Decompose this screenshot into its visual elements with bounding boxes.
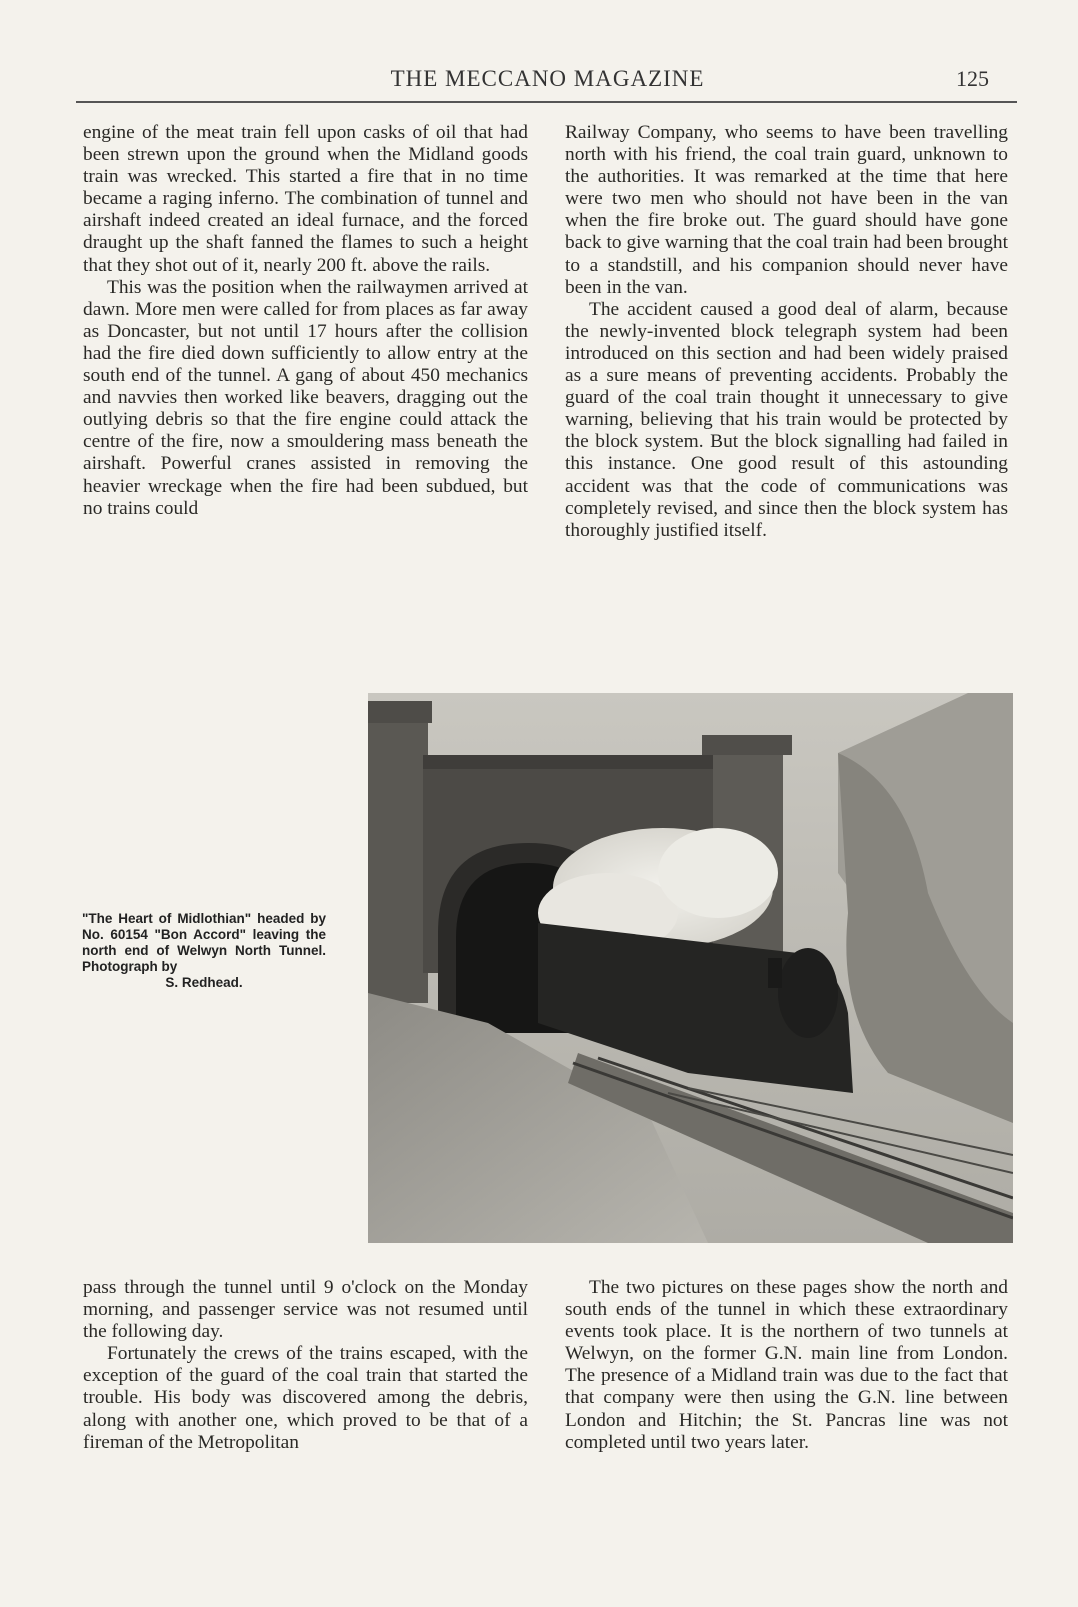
- paragraph: pass through the tunnel until 9 o'clock on the Monday morning, and passenger service was not resumed until the following day.: [83, 1277, 528, 1343]
- photo-caption: [82, 911, 326, 991]
- paragraph: engine of the meat train fell upon casks of oil that had been strewn upon the ground when the Midland goods train was wrecked. This started a fire that in no time became a raging inferno. The combination of tunnel and airshaft indeed created an ideal furnace, and the forced draught up the shaft fanned the flames to such a height that they shot out of it, nearly 200 ft. above the rails.: [83, 122, 528, 276]
- caption-text: "The Heart of Midlothian" headed by No. 60154 "Bon Accord" leaving the north end of Welwyn North Tunnel. Photograph by: [82, 911, 326, 974]
- column-top-right: [565, 122, 1008, 542]
- column-bottom-right: [565, 1277, 1008, 1454]
- paragraph: Fortunately the crews of the trains escaped, with the exception of the guard of the coal train that started the trouble. His body was discovered among the debris, along with another one, which proved to be that of a fireman of the Metropolitan: [83, 1343, 528, 1453]
- paragraph: The accident caused a good deal of alarm, because the newly-invented block telegraph system had been introduced on this section and had been widely praised as a sure means of preventing accidents. Probably the guard of the coal train thought it unnecessary to give warning, believing that his train would be protected by the block system. But the block signalling had failed in this instance. One good result of this astounding accident was that the code of communications was completely revised, and since then the block system has thoroughly justified itself.: [565, 298, 1008, 541]
- tunnel-train-photo: [368, 693, 1013, 1243]
- page-header: [80, 66, 1015, 100]
- portal-left-pillar: [368, 713, 428, 1003]
- column-top-left: [83, 122, 528, 520]
- paragraph: Railway Company, who seems to have been travelling north with his friend, the coal train guard, unknown to the authorities. It was remarked at the time that here were two men who should not have been in the van when the fire broke out. The guard should have gone back to give warning that the coal train had been brought to a standstill, and his companion should never have been in the van.: [565, 122, 1008, 298]
- page-number: 125: [956, 66, 989, 91]
- column-bottom-left: [83, 1277, 528, 1454]
- header-rule: [76, 101, 1017, 103]
- paragraph: This was the position when the railwaymen arrived at dawn. More men were called for from places as far away as Doncaster, but not until 17 hours after the collision had the fire died down sufficiently to allow entry at the south end of the tunnel. A gang of about 450 mechanics and navvies then worked like beavers, dragging out the outlying debris so that the fire engine could attack the centre of the fire, now a smouldering mass beneath the airshaft. Powerful cranes assisted in removing the heavier wreckage when the fire had been subdued, but no trains could: [83, 276, 528, 519]
- paragraph: The two pictures on these pages show the north and south ends of the tunnel in which these extraordinary events took place. It is the northern of two tunnels at Welwyn, on the former G.N. main line from London. The presence of a Midland train was due to the fact that that company were then using the G.N. line between London and Hitchin; the St. Pancras line was not completed until two years later.: [565, 1277, 1008, 1453]
- caption-credit: S. Redhead.: [165, 975, 243, 990]
- magazine-title: THE MECCANO MAGAZINE: [390, 66, 705, 91]
